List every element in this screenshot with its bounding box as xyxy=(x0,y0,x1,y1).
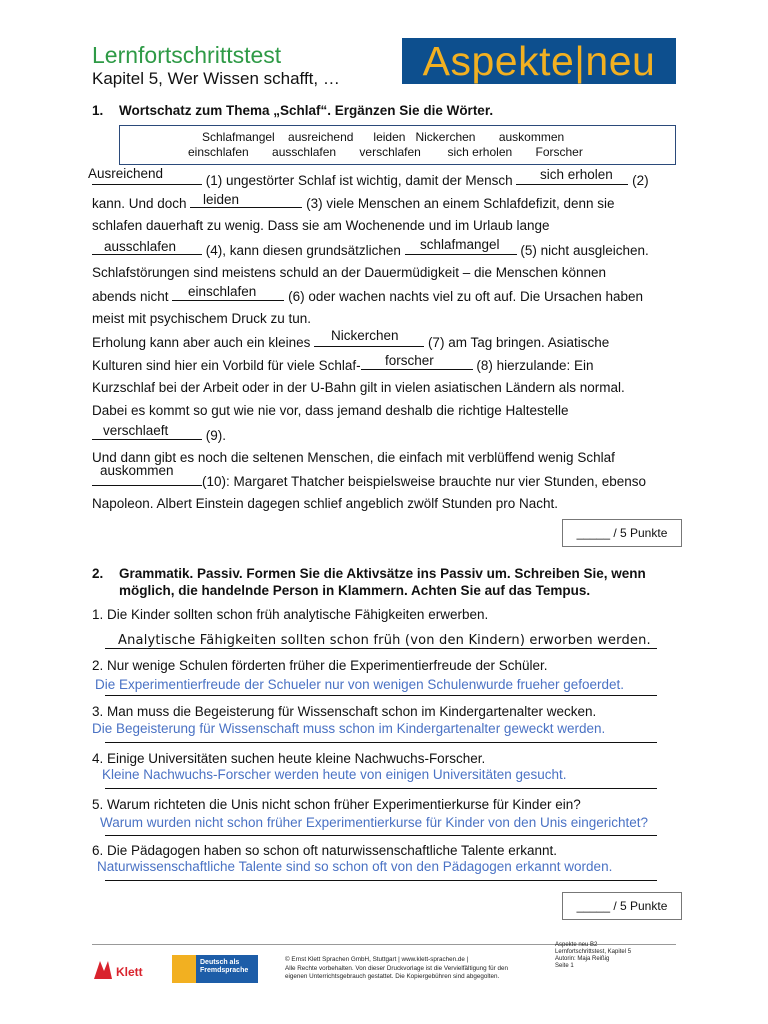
question-4: 4. Einige Universitäten suchen heute kleine Nachwuchs-Forscher. xyxy=(92,751,486,766)
points-box-task2: _____ / 5 Punkte xyxy=(562,892,682,920)
word-box-row-2: einschlafen ausschlafen verschlafen sich erholen Forscher xyxy=(188,145,583,159)
text-line: (9). xyxy=(92,427,226,443)
task1-heading: Wortschatz zum Thema „Schlaf“. Ergänzen Sie die Wörter. xyxy=(119,103,494,118)
text-line: (10): Margaret Thatcher beispielsweise brauchte nur vier Stunden, ebenso xyxy=(92,473,646,489)
question-2: 2. Nur wenige Schulen förderten früher die Experimentierfreude der Schüler. xyxy=(92,658,548,673)
klett-logo xyxy=(92,957,148,983)
answer-6[interactable]: einschlafen xyxy=(188,284,257,299)
task2-heading-line1: Grammatik. Passiv. Formen Sie die Aktivsätze ins Passiv um. Schreiben Sie, wenn xyxy=(119,566,646,581)
answer-2-text[interactable]: Die Experimentierfreude der Schueler nur von wenigen Schulenwurde frueher gefoerdet. xyxy=(95,677,625,692)
daf-line-2: Fremdsprache xyxy=(200,967,249,974)
points-box-task1: _____ / 5 Punkte xyxy=(562,519,682,547)
copyright-notice: © Ernst Klett Sprachen GmbH, Stuttgart | www.klett-sprachen.de | Alle Rechte vorbehalten. Von dieser Druckvorlage ist die Vervielfältigung für den eigenen Unterrichtsgebrauch gestattet. Die Kopiergebühren sind abgegolten. xyxy=(285,956,508,980)
question-5: 5. Warum richteten die Unis nicht schon früher Experimentierkurse für Kinder ein? xyxy=(92,797,581,812)
answer-line xyxy=(105,788,657,789)
answer-5[interactable]: schlafmangel xyxy=(420,237,500,252)
answer-2[interactable]: sich erholen xyxy=(540,167,613,182)
text-line: (1) ungestörter Schlaf ist wichtig, damit der Mensch (2) xyxy=(92,172,649,188)
text-line: meist mit psychischem Druck zu tun. xyxy=(92,311,312,326)
answer-line xyxy=(105,648,657,649)
text-line: Dabei es kommt so gut wie nie vor, dass jemand deshalb die richtige Haltestelle xyxy=(92,403,569,418)
example-answer: Analytische Fähigkeiten sollten schon früh (von den Kindern) erworben werden. xyxy=(118,633,651,648)
text-line: abends nicht (6) oder wachen nachts viel zu oft auf. Die Ursachen haben xyxy=(92,289,644,304)
answer-4[interactable]: ausschlafen xyxy=(104,239,177,254)
question-3: 3. Man muss die Begeisterung für Wissenschaft schon im Kindergartenalter wecken. xyxy=(92,704,597,719)
text-line: Erholung kann aber auch ein kleines (7) am Tag bringen. Asiatische xyxy=(92,335,610,350)
chapter-subtitle: Kapitel 5, Wer Wissen schafft, … xyxy=(92,69,340,88)
answer-line xyxy=(105,880,657,881)
answer-6-text[interactable]: Naturwissenschaftliche Talente sind so schon oft von den Pädagogen erkannt worden. xyxy=(97,859,613,874)
answer-8[interactable]: forscher xyxy=(385,353,434,368)
daf-line-1: Deutsch als xyxy=(200,959,240,966)
answer-5-text[interactable]: Warum wurden nicht schon früher Experimentierkurse für Kinder von den Unis eingerichtet? xyxy=(100,815,649,830)
klett-icon xyxy=(92,957,148,983)
text-line: Und dann gibt es noch die seltenen Menschen, die einfach mit verblüffend wenig Schlaf xyxy=(92,450,615,465)
task2-heading-line2: möglich, die handelnde Person in Klammern. Achten Sie auf das Tempus. xyxy=(119,583,591,598)
answer-line xyxy=(105,695,657,696)
klett-wordmark: Klett xyxy=(116,965,143,979)
document-title: Lernfortschrittstest xyxy=(92,42,282,68)
answer-3[interactable]: leiden xyxy=(203,192,240,207)
task1-number: 1. xyxy=(92,103,104,118)
question-6: 6. Die Pädagogen haben so schon oft naturwissenschaftliche Talente erkannt. xyxy=(92,843,558,858)
text-line: Napoleon. Albert Einstein dagegen schlief angeblich zwölf Stunden pro Nacht. xyxy=(92,496,559,511)
answer-7[interactable]: Nickerchen xyxy=(331,328,399,343)
text-line: Schlafstörungen sind meistens schuld an der Dauermüdigkeit – die Menschen können xyxy=(92,265,607,280)
answer-line xyxy=(105,742,657,743)
text-line: (4), kann diesen grundsätzlichen (5) nicht ausgleichen. xyxy=(92,242,649,258)
answer-10[interactable]: auskommen xyxy=(100,463,174,478)
daf-stripe xyxy=(172,955,196,983)
aspekte-neu-logo: Aspekte|neu xyxy=(402,38,676,84)
word-box xyxy=(119,125,676,165)
answer-9[interactable]: verschlaeft xyxy=(103,423,169,438)
text-line: kann. Und doch (3) viele Menschen an einem Schlafdefizit, denn sie xyxy=(92,196,615,211)
text-line: Kulturen sind hier ein Vorbild für viele Schlaf- (8) hierzulande: Ein xyxy=(92,358,594,373)
text-line: schlafen dauerhaft zu wenig. Dass sie am Wochenende und im Urlaub lange xyxy=(92,218,550,233)
word-box-row-1: Schlafmangel ausreichend leiden Nickerchen auskommen xyxy=(202,130,565,144)
question-1: 1. Die Kinder sollten schon früh analytische Fähigkeiten erwerben. xyxy=(92,607,489,622)
task2-number: 2. xyxy=(92,566,104,581)
answer-1[interactable]: Ausreichend xyxy=(88,166,164,181)
answer-3-text[interactable]: Die Begeisterung für Wissenschaft muss schon im Kindergartenalter geweckt werden. xyxy=(92,721,606,736)
answer-4-text[interactable]: Kleine Nachwuchs-Forscher werden heute von einigen Universitäten gesucht. xyxy=(102,767,567,782)
answer-line xyxy=(105,835,657,836)
text-line: Kurzschlaf bei der Arbeit oder in der U-Bahn gilt in vielen asiatischen Ländern als normal. xyxy=(92,380,625,395)
document-meta: Aspekte neu B2 Lernfortschrittstest, Kapitel 5 Autorin: Maja Reißig Seite 1 xyxy=(555,942,632,969)
